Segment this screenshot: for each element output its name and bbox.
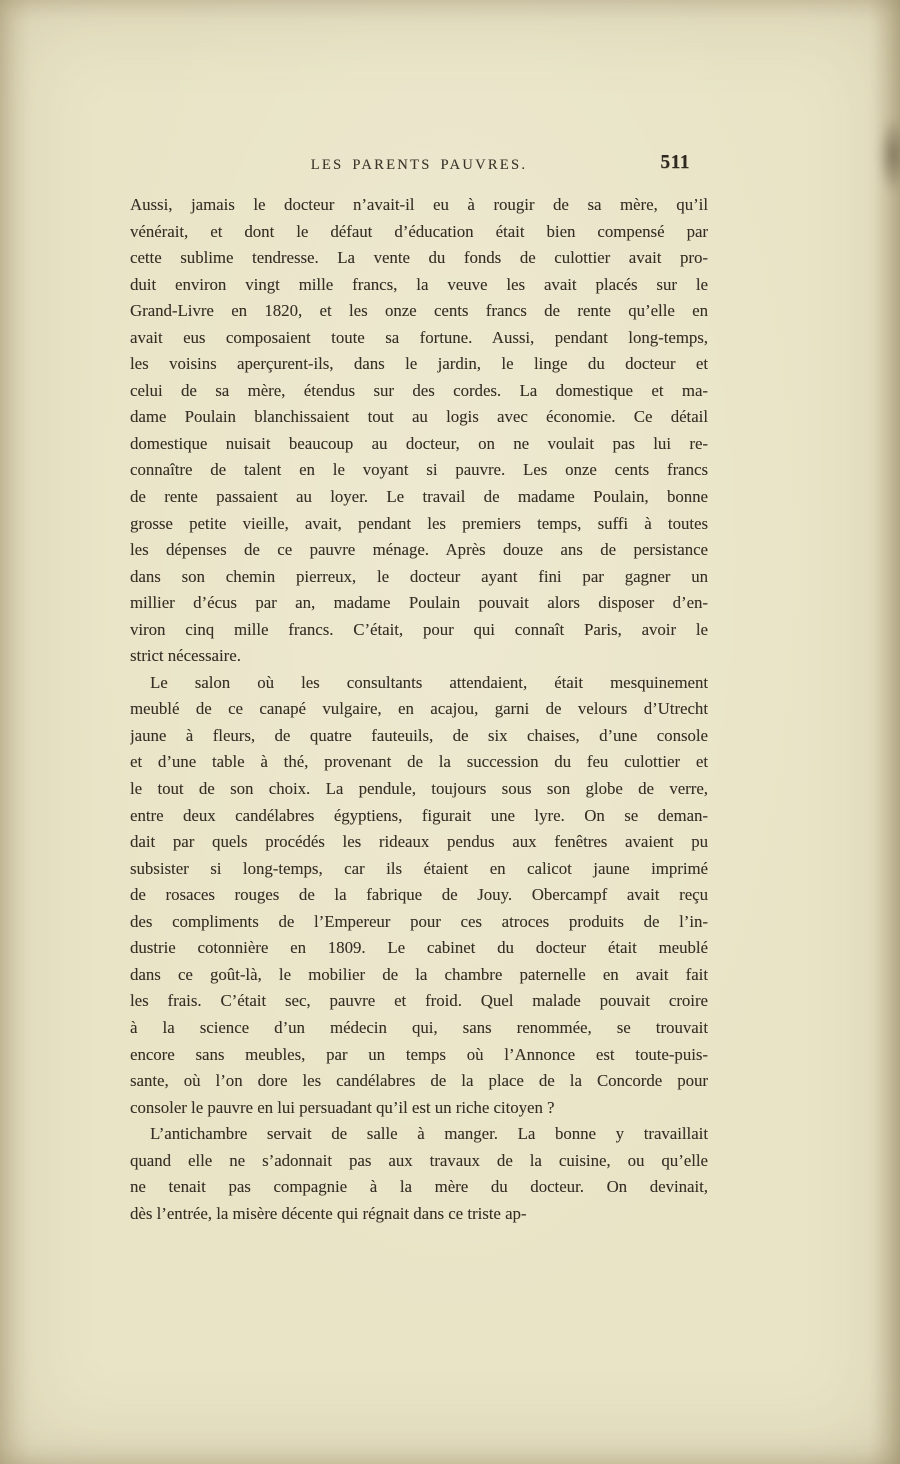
text-line: dame Poulain blanchissaient tout au logis avec économie. Ce détail bbox=[130, 407, 708, 427]
text-line: Le salon où les consultants attendaient, était mesquinement bbox=[150, 672, 708, 692]
text-line: sante, où l’on dore les candélabres de la place de la Concorde pour bbox=[130, 1071, 708, 1091]
text-line: le tout de son choix. La pendule, toujours sous son globe de verre, bbox=[130, 779, 708, 799]
text-line: meublé de ce canapé vulgaire, en acajou, garni de velours d’Utrecht bbox=[130, 699, 708, 719]
text-line: Aussi, jamais le docteur n’avait-il eu à rougir de sa mère, qu’il bbox=[130, 195, 708, 214]
text-line: connaître de talent en le voyant si pauvre. Les onze cents francs bbox=[130, 460, 708, 480]
text-line: à la science d’un médecin qui, sans renommée, se trouvait bbox=[130, 1017, 708, 1037]
text-line: consoler le pauvre en lui persuadant qu’il est un riche citoyen ? bbox=[130, 1097, 555, 1117]
text-line: les frais. C’était sec, pauvre et froid. Quel malade pouvait croire bbox=[130, 991, 708, 1011]
text-line: dans son chemin pierreux, le docteur ayant fini par gagner un bbox=[130, 566, 708, 586]
text-line: encore sans meubles, par un temps où l’Annonce est toute-puis- bbox=[130, 1044, 708, 1064]
text-line: dustrie cotonnière en 1809. Le cabinet du docteur était meublé bbox=[130, 938, 708, 958]
text-block bbox=[130, 192, 708, 1227]
text-line: dait par quels procédés les rideaux pendus aux fenêtres avaient pu bbox=[130, 832, 708, 852]
text-line: des compliments de l’Empereur pour ces atroces produits de l’in- bbox=[130, 911, 708, 931]
text-line: duit environ vingt mille francs, la veuve les avait placés sur le bbox=[130, 274, 708, 294]
text-line: dès l’entrée, la misère décente qui régnait dans ce triste ap- bbox=[130, 1203, 527, 1223]
page-header bbox=[130, 152, 708, 183]
text-line: les dépenses de ce pauvre ménage. Après douze ans de persistance bbox=[130, 540, 708, 560]
text-line: grosse petite vieille, avait, pendant les premiers temps, suffi à toutes bbox=[130, 513, 708, 533]
text-line: et d’une table à thé, provenant de la succession du feu culottier et bbox=[130, 752, 708, 772]
scan-smudge-artifact bbox=[878, 116, 900, 194]
text-line: les voisins aperçurent-ils, dans le jardin, le linge du docteur et bbox=[130, 354, 708, 374]
running-title: LES PARENTS PAUVRES. bbox=[310, 157, 528, 173]
text-line: L’antichambre servait de salle à manger. La bonne y travaillait bbox=[150, 1124, 708, 1144]
text-line: dans ce goût-là, le mobilier de la chambre paternelle en avait fait bbox=[130, 964, 708, 984]
text-line: strict nécessaire. bbox=[130, 646, 241, 666]
text-line: quand elle ne s’adonnait pas aux travaux de la cuisine, ou qu’elle bbox=[130, 1150, 708, 1170]
text-line: jaune à fleurs, de quatre fauteuils, de six chaises, d’une console bbox=[130, 725, 708, 745]
text-line: celui de sa mère, étendus sur des cordes. La domestique et ma- bbox=[130, 380, 708, 400]
text-line: de rosaces rouges de la fabrique de Jouy. Obercampf avait reçu bbox=[130, 885, 708, 905]
text-line: subsister si long-temps, car ils étaient en calicot jaune imprimé bbox=[130, 858, 708, 878]
text-line: domestique nuisait beaucoup au docteur, on ne voulait pas lui re- bbox=[130, 433, 708, 453]
text-line: cette sublime tendresse. La vente du fonds de culottier avait pro- bbox=[130, 248, 708, 268]
text-line: entre deux candélabres égyptiens, figurait une lyre. On se deman- bbox=[130, 805, 708, 825]
text-line: vénérait, et dont le défaut d’éducation était bien compensé par bbox=[130, 221, 708, 241]
text-line: Grand-Livre en 1820, et les onze cents francs de rente qu’elle en bbox=[130, 301, 708, 321]
text-line: ne tenait pas compagnie à la mère du docteur. On devinait, bbox=[130, 1177, 708, 1197]
text-line: viron cinq mille francs. C’était, pour qui connaît Paris, avoir le bbox=[130, 619, 708, 639]
page-number: 511 bbox=[660, 152, 690, 173]
text-line: millier d’écus par an, madame Poulain pouvait alors disposer d’en- bbox=[130, 593, 708, 613]
text-line: avait eus composaient toute sa fortune. Aussi, pendant long-temps, bbox=[130, 327, 708, 347]
text-line: de rente passaient au loyer. Le travail de madame Poulain, bonne bbox=[130, 487, 708, 507]
